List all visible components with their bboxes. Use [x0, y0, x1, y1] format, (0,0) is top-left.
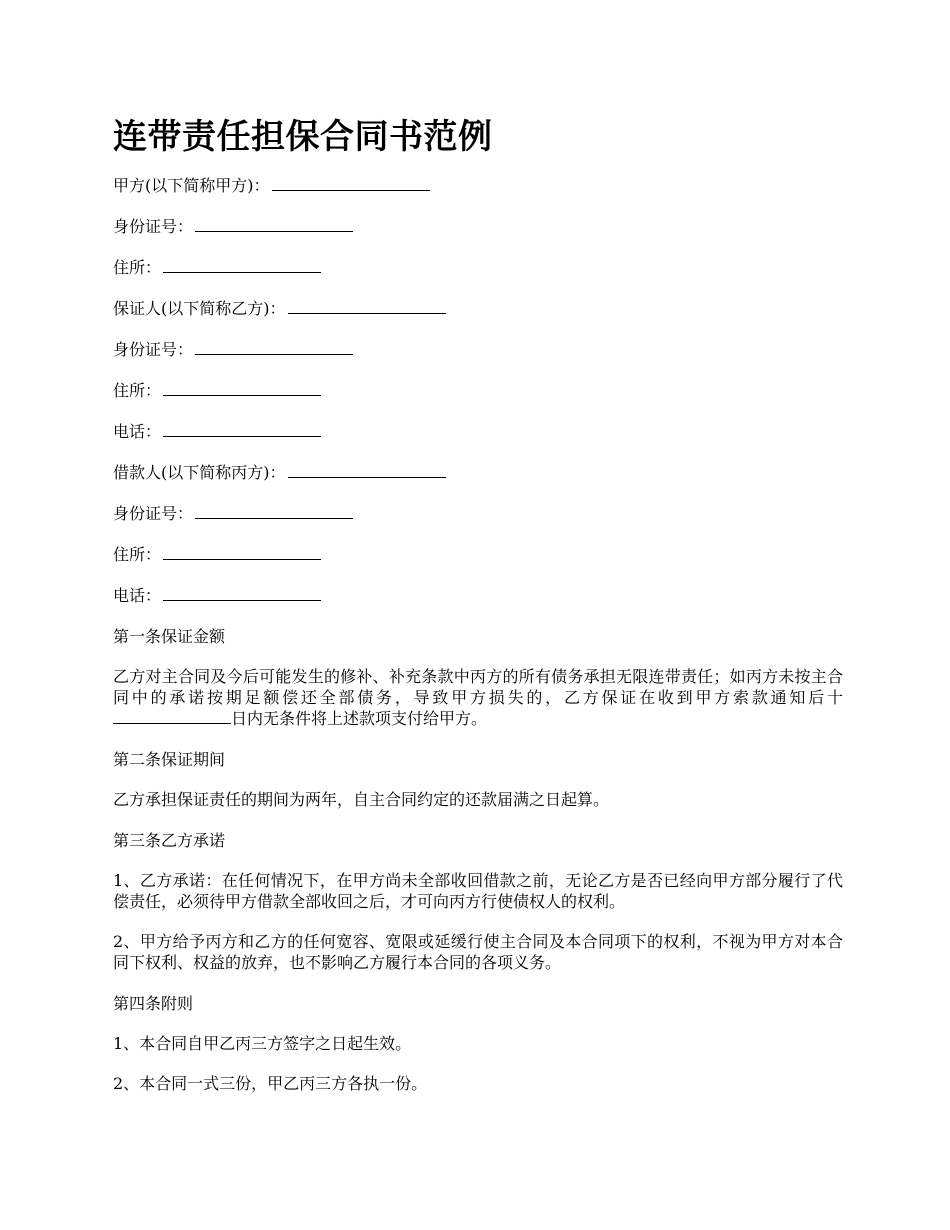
borrower-id-field — [113, 502, 843, 526]
article-2-heading: 第二条保证期间 — [113, 750, 226, 769]
party-a-address-label: 住所： — [113, 258, 162, 277]
guarantor-address-blank — [163, 380, 321, 396]
guarantor-address-field — [113, 379, 843, 403]
document-title: 连带责任担保合同书范例 — [113, 117, 493, 157]
article-3-paragraph-1: 1、乙方承诺：在任何情况下，在甲方尚未全部收回借款之前，无论乙方是否已经向甲方部分履行了代偿责任，必须待甲方借款全部收回之后，才可向丙方行使债权人的权利。 — [113, 871, 843, 911]
article-1-text-before: 乙方对主合同及今后可能发生的修补、补充条款中丙方的所有债务承担无限连带责任；如丙方未按主合同中的承诺按期足额偿还全部债务，导致甲方损失的，乙方保证在收到甲方索款通知后十 — [113, 667, 843, 707]
guarantor-phone-field — [113, 420, 843, 444]
party-a-id-blank — [195, 216, 353, 232]
article-1-heading: 第一条保证金额 — [113, 627, 226, 646]
party-a-field — [113, 174, 843, 198]
party-a-label: 甲方(以下简称甲方)： — [113, 176, 270, 195]
borrower-phone-field — [113, 584, 843, 608]
article-4-paragraph-1: 1、本合同自甲乙丙三方签字之日起生效。 — [113, 1034, 412, 1053]
guarantor-address-label: 住所： — [113, 381, 162, 400]
borrower-id-label: 身份证号： — [113, 504, 194, 523]
article-2-paragraph: 乙方承担保证责任的期间为两年，自主合同约定的还款届满之日起算。 — [113, 790, 610, 809]
guarantor-blank — [288, 298, 446, 314]
guarantor-phone-label: 电话： — [113, 422, 162, 441]
guarantor-id-label: 身份证号： — [113, 340, 194, 359]
article-3-paragraph-2: 2、甲方给予丙方和乙方的任何宽容、宽限或延缓行使主合同及本合同项下的权利，不视为甲方对本合同下权利、权益的放弃，也不影响乙方履行本合同的各项义务。 — [113, 932, 843, 972]
article-1-text-after: 日内无条件将上述款项支付给甲方。 — [231, 709, 488, 728]
party-a-address-blank — [163, 257, 321, 273]
article-4-heading: 第四条附则 — [113, 994, 194, 1013]
party-a-blank — [272, 175, 430, 191]
article-1-paragraph — [113, 666, 843, 729]
article-4-paragraph-2: 2、本合同一式三份，甲乙丙三方各执一份。 — [113, 1074, 428, 1093]
document-page — [113, 112, 843, 1113]
guarantor-label: 保证人(以下简称乙方)： — [113, 299, 286, 318]
borrower-phone-label: 电话： — [113, 586, 162, 605]
party-a-id-field — [113, 215, 843, 239]
borrower-field — [113, 461, 843, 485]
guarantor-field — [113, 297, 843, 321]
borrower-phone-blank — [163, 585, 321, 601]
article-3-heading: 第三条乙方承诺 — [113, 831, 226, 850]
borrower-address-field — [113, 543, 843, 567]
guarantor-id-field — [113, 338, 843, 362]
borrower-address-label: 住所： — [113, 545, 162, 564]
borrower-address-blank — [163, 544, 321, 560]
party-a-id-label: 身份证号： — [113, 217, 194, 236]
guarantor-id-blank — [195, 339, 353, 355]
borrower-blank — [288, 462, 446, 478]
borrower-id-blank — [195, 503, 353, 519]
party-a-address-field — [113, 256, 843, 280]
borrower-label: 借款人(以下简称丙方)： — [113, 463, 286, 482]
article-1-days-blank — [113, 708, 231, 724]
guarantor-phone-blank — [163, 421, 321, 437]
